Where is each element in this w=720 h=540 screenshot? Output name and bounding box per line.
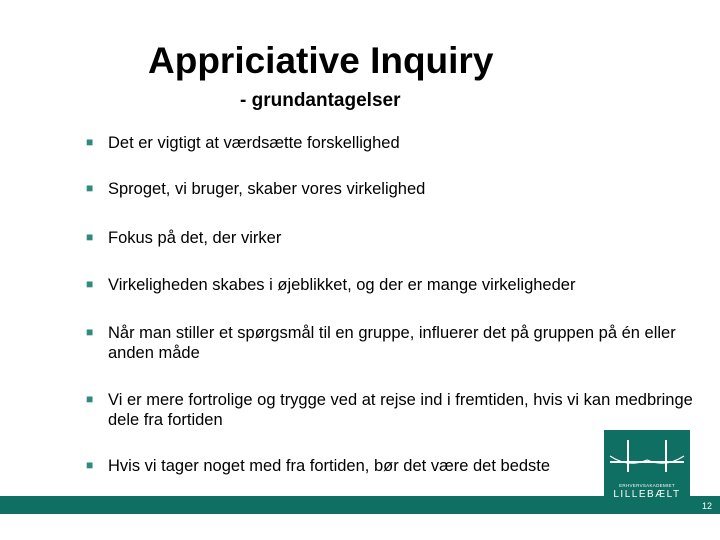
bullet-marker-icon: ■ bbox=[86, 135, 94, 149]
bullet-text: Hvis vi tager noget med fra fortiden, bør det være det bedste bbox=[108, 457, 551, 475]
bullet-marker-icon: ■ bbox=[86, 392, 94, 406]
bullet-text: Det er vigtigt at værdsætte forskellighed bbox=[108, 134, 400, 152]
bullet-text: Vi er mere fortrolige og trygge ved at rejse ind i fremtiden, hvis vi kan medbringe dele fra fortiden bbox=[108, 391, 693, 429]
page-number: 12 bbox=[701, 501, 712, 511]
slide-subtitle: - grundantagelser bbox=[240, 90, 401, 111]
bullet-marker-icon: ■ bbox=[86, 181, 94, 195]
bullet-marker-icon: ■ bbox=[86, 458, 94, 472]
bullet-text: Når man stiller et spørgsmål til en gruppe, influerer det på gruppen på én eller anden måde bbox=[108, 324, 676, 362]
slide-title: Appriciative Inquiry bbox=[148, 40, 494, 81]
bullet-text: Sproget, vi bruger, skaber vores virkelighed bbox=[108, 180, 426, 198]
bullet-text: Fokus på det, der virker bbox=[108, 229, 282, 247]
bullet-marker-icon: ■ bbox=[86, 325, 94, 339]
logo-line2: LILLEBÆLT bbox=[613, 489, 681, 500]
bullet-marker-icon: ■ bbox=[86, 277, 94, 291]
bullet-marker-icon: ■ bbox=[86, 230, 94, 244]
bullet-text: Virkeligheden skabes i øjeblikket, og der er mange virkeligheder bbox=[108, 276, 576, 294]
logo-line1: ERHVERVSAKADEMIET bbox=[619, 483, 675, 488]
erhvervsakademiet-logo bbox=[604, 430, 690, 508]
